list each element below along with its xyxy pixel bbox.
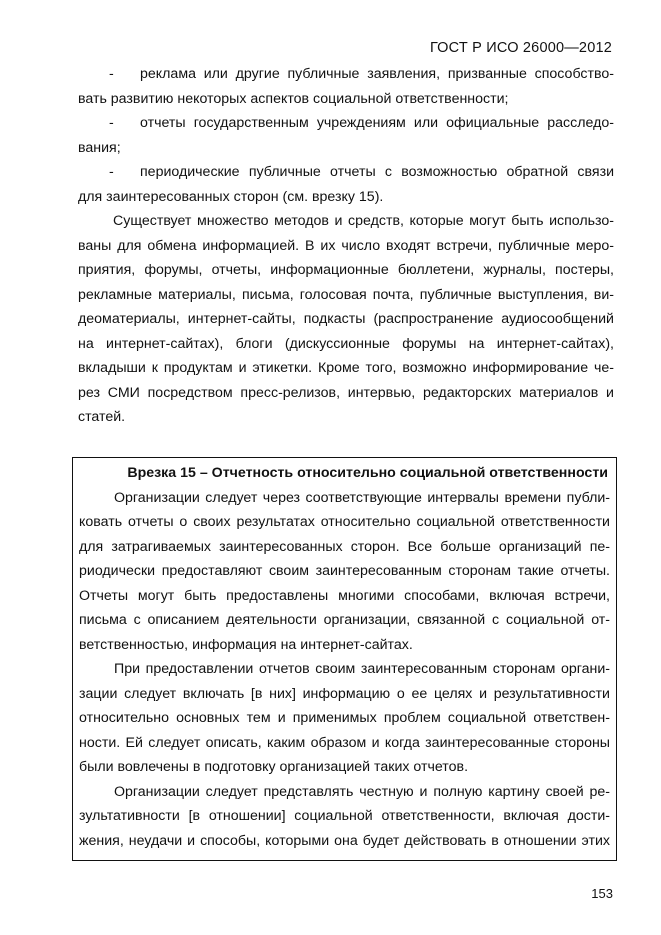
inset-line: письма с описанием деятельности организации, связанной с социальной от- [79, 612, 610, 628]
inset-box-15 [72, 457, 617, 861]
inset-line: зультативности [в отношении] социальной ответственности, включая дости- [79, 808, 610, 824]
paragraph-line: приятия, форумы, отчеты, информационные бюллетени, журналы, постеры, [78, 262, 614, 278]
inset-line: жения, неудачи и способы, которыми она будет действовать в отношении этих [79, 832, 610, 849]
paragraph-line: рез СМИ посредством пресс-релизов, интервью, редакторских материалов и [78, 384, 614, 401]
bullet-continuation: вать развитию некоторых аспектов социальной ответственности; [78, 90, 509, 107]
bullet-item [78, 62, 614, 87]
paragraph-line: статей. [78, 409, 126, 425]
page-number: 153 [591, 886, 613, 901]
bullet-dash: - [109, 115, 114, 131]
paragraph-line: на интернет-сайтах), блоги (дискуссионные форумы на интернет-сайтах), [78, 335, 614, 352]
bullet-continuation: для заинтересованных сторон (см. врезку 15). [78, 188, 384, 205]
inset-title: Врезка 15 – Отчетность относительно социальной ответственности [127, 465, 608, 481]
main-text [78, 62, 614, 430]
paragraph-line: рекламные материалы, письма, голосовая почта, публичные выступления, ви- [78, 286, 614, 303]
inset-line: Организации следует представлять честную и полную картину своей ре- [114, 783, 610, 800]
inset-line: были вовлечены в подготовку организацией таких отчетов. [79, 759, 469, 775]
inset-line: Организации следует через соответствующие интервалы времени публи- [114, 489, 610, 506]
document-header: ГОСТ Р ИСО 26000—2012 [429, 40, 612, 56]
bullet-dash: - [109, 66, 114, 82]
inset-line: При предоставлении отчетов своим заинтересованным сторонам органи- [114, 661, 610, 677]
inset-line: для затрагиваемых заинтересованных сторон. Все больше организаций пе- [79, 538, 610, 555]
inset-line: зации следует включать [в них] информацию о ее целях и результативности [79, 685, 610, 702]
paragraph-line: деоматериалы, интернет-сайты, подкасты (распространение аудиосообщений [78, 311, 614, 327]
bullet-text: периодические публичные отчеты с возможностью обратной связи [140, 164, 614, 180]
inset-line: риодически предоставляют своим заинтересованным сторонам такие отчеты. [79, 563, 610, 579]
inset-line: ковать отчеты о своих результатах относительно социальной ответственности [79, 514, 610, 530]
paragraph-line: Существует множество методов и средств, которые могут быть использо- [113, 213, 614, 229]
inset-line: ветственностью, информация на интернет-сайтах. [79, 636, 413, 653]
inset-line: Отчеты могут быть предоставлены многими способами, включая встречи, [79, 587, 610, 604]
bullet-item [78, 160, 614, 185]
inset-line: относительно основных тем и применимых проблем социальной ответствен- [79, 710, 610, 726]
bullet-text: отчеты государственным учреждениям или официальные расследо- [140, 115, 614, 131]
inset-line: ности. Ей следует описать, каким образом и когда заинтересованные стороны [79, 734, 610, 751]
bullet-dash: - [109, 164, 114, 180]
bullet-continuation: вания; [78, 139, 121, 156]
paragraph-line: вкладыши к продуктам и этикетки. Кроме того, возможно информирование че- [78, 360, 614, 376]
bullet-text: реклама или другие публичные заявления, призванные способство- [140, 66, 614, 82]
bullet-item [78, 111, 614, 136]
paragraph-line: ваны для обмена информацией. В их число входят встречи, публичные меро- [78, 237, 614, 254]
